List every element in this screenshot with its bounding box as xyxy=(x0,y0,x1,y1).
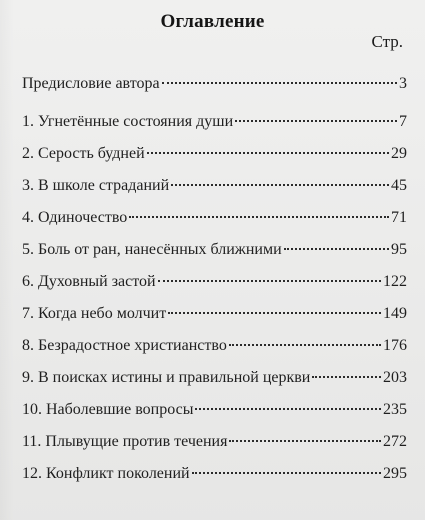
page-column-label: Стр. xyxy=(371,32,403,51)
toc-entry-chapter-6 xyxy=(22,273,407,305)
toc-entry-label: 8. Безрадостное христианство xyxy=(22,337,227,354)
toc-entry-chapter-11 xyxy=(22,433,407,465)
toc-entry-page: 71 xyxy=(391,209,407,226)
toc-entry-label: 1. Угнетённые состояния души xyxy=(22,113,234,130)
dot-leader xyxy=(284,248,389,250)
toc-entry-label: 7. Когда небо молчит xyxy=(22,305,167,322)
toc-heading: Оглавление xyxy=(160,11,265,32)
toc-entry-label: 6. Духовный застой xyxy=(22,273,156,290)
dot-leader xyxy=(229,440,381,442)
dot-leader xyxy=(158,280,381,282)
toc-entry-label: 3. В школе страданий xyxy=(22,177,170,194)
toc-entry-preface xyxy=(22,75,407,107)
dot-leader xyxy=(147,152,389,154)
toc-entry-chapter-8 xyxy=(22,337,407,369)
toc-entry-page: 7 xyxy=(399,113,407,130)
toc-entry-label: 10. Наболевшие вопросы xyxy=(22,401,194,418)
toc-entry-page: 95 xyxy=(391,241,407,258)
dot-leader xyxy=(195,408,381,410)
toc-entry-chapter-2 xyxy=(22,145,407,177)
table-of-contents xyxy=(22,75,407,497)
toc-entry-label: 12. Конфликт поколений xyxy=(22,465,190,482)
toc-entry-page: 272 xyxy=(383,433,407,450)
toc-entry-page: 29 xyxy=(391,145,407,162)
dot-leader xyxy=(162,82,397,84)
toc-entry-chapter-7 xyxy=(22,305,407,337)
toc-entry-chapter-4 xyxy=(22,209,407,241)
toc-entry-page: 295 xyxy=(383,465,407,482)
toc-entry-label: Предисловие автора xyxy=(22,75,160,92)
toc-entry-chapter-12 xyxy=(22,465,407,497)
toc-entry-chapter-3 xyxy=(22,177,407,209)
toc-entry-chapter-5 xyxy=(22,241,407,273)
toc-entry-page: 203 xyxy=(383,369,407,386)
dot-leader xyxy=(168,312,381,314)
toc-entry-page: 122 xyxy=(383,273,407,290)
toc-entry-label: 2. Серость будней xyxy=(22,145,145,162)
toc-entry-label: 9. В поисках истины и правильной церкви xyxy=(22,369,311,386)
dot-leader xyxy=(129,216,389,218)
dot-leader xyxy=(229,344,381,346)
dot-leader xyxy=(192,472,381,474)
toc-entry-page: 176 xyxy=(383,337,407,354)
dot-leader xyxy=(171,184,389,186)
toc-entry-label: 4. Одиночество xyxy=(22,209,128,226)
toc-entry-page: 149 xyxy=(383,305,407,322)
toc-entry-page: 45 xyxy=(391,177,407,194)
toc-entry-label: 5. Боль от ран, нанесённых ближними xyxy=(22,241,282,258)
toc-entry-chapter-1 xyxy=(22,113,407,145)
toc-entry-chapter-10 xyxy=(22,401,407,433)
toc-entry-page: 235 xyxy=(383,401,407,418)
toc-entry-page: 3 xyxy=(399,75,407,92)
toc-entry-chapter-9 xyxy=(22,369,407,401)
dot-leader xyxy=(235,120,397,122)
toc-entry-label: 11. Плывущие против течения xyxy=(22,433,228,450)
dot-leader xyxy=(312,376,381,378)
